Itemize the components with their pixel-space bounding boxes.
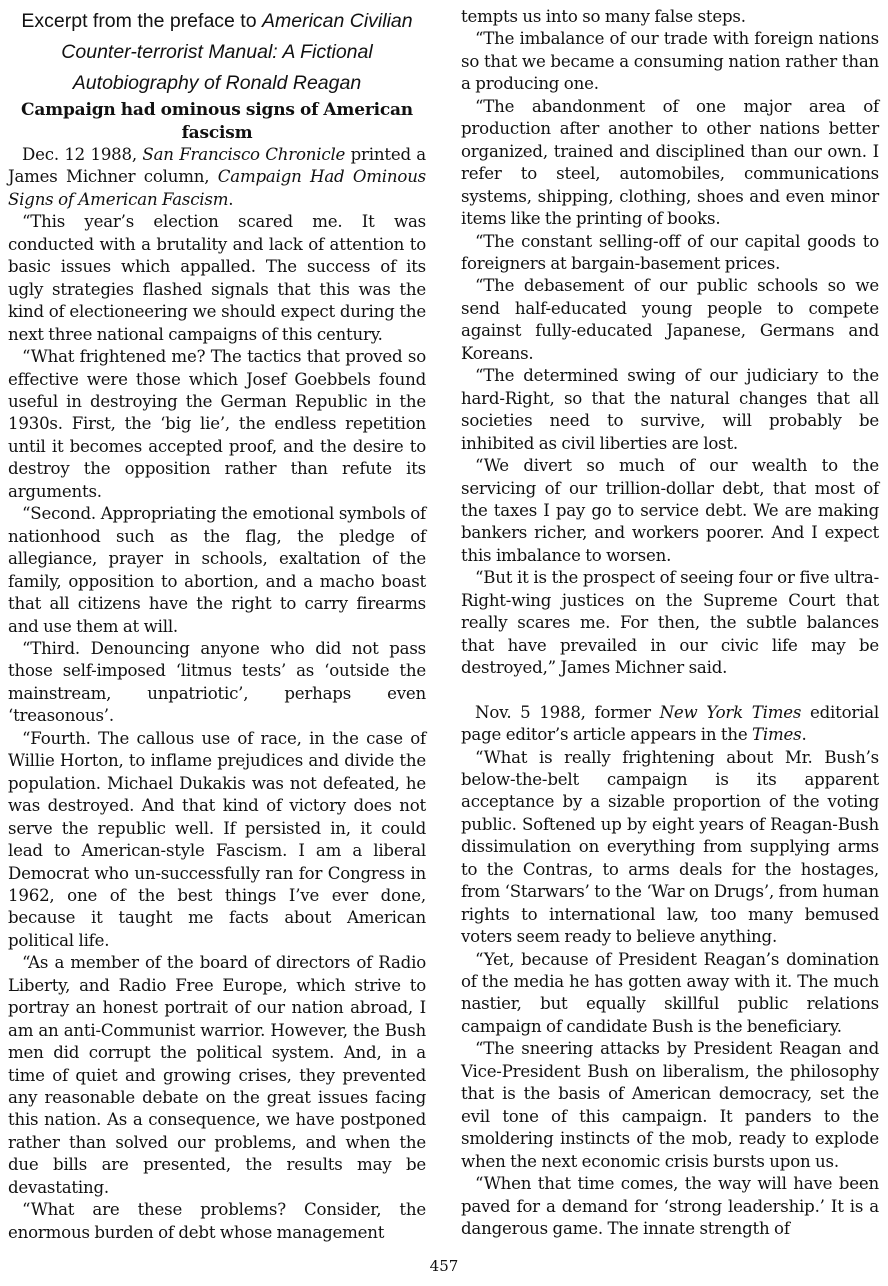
excerpt-title-prefix: Excerpt from the preface to [21,10,262,32]
right-paragraph: “The determined swing of our judiciary to the hard-Right, so that the natural changes that all societies need to survive, will probably be inhibited as civil liberties are lost. [461,366,879,453]
intro-end: . [228,189,234,209]
intro-text: printed a James Michner column, [8,145,427,187]
left-column [8,6,426,1244]
left-paragraph: “What frightened me? The tactics that proved so effective were those which Josef Goebbels found useful in destroying the German Republic in the 1930s. First, the ‘big lie’, the endless repetition until it becomes accepted proof, and the desire to destroy the opposition rather than refute its arguments. [8,347,426,501]
left-paragraph: “Third. Denouncing anyone who did not pass those self-imposed ‘litmus tests’ as ‘outside the mainstream, unpatriotic’, perhaps even ‘treasonous’. [8,638,426,726]
right-paragraph: “But it is the prospect of seeing four or five ultra-Right-wing justices on the Supreme Court that really scares me. For then, the subtle balances that have prevailed in our civic life may be destroyed,” James Michner said. [461,568,879,678]
right-column [461,6,879,1240]
left-paragraph: “Second. Appropriating the emotional symbols of nationhood such as the flag, the pledge of allegiance, prayer in schools, exaltation of the family, opposition to abortion, and a macho boast that all citizens have the right to carry firearms and use them at will. [8,504,426,636]
left-paragraph: “What are these problems? Consider, the enormous burden of debt whose management [8,1200,426,1242]
right-paragraph: “The imbalance of our trade with foreign nations so that we became a consuming nation rather than a producing one. [461,29,879,94]
intro-column-title: Campaign Had Ominous Signs of American Fascism [8,167,426,209]
article-headline: Campaign had ominous signs of American fascism [21,100,413,143]
right-paragraph: “The abandonment of one major area of production after another to other nations better organized, trained and disciplined than our own. I refer to steel, automobiles, communications systems, shipping, clothing, shoes and even minor items like the printing of books. [461,96,879,229]
nyt-paragraph: “Yet, because of President Reagan’s domination of the media he has gotten away with it. The much nastier, but equally skillful public relations campaign of candidate Bush is the beneficiary. [461,949,879,1036]
intro-paragraph [8,144,426,211]
left-paragraph: “This year’s election scared me. It was conducted with a brutality and lack of attention to basic issues which appalled. The success of its ugly strategies flashed signals that this was the kind of electioneering we should expect during the next three national campaigns of this century. [8,212,426,344]
right-paragraph: “The constant selling-off of our capital goods to foreigners at bargain-basement prices. [461,231,879,273]
nyt-paragraph: “What is really frightening about Mr. Bush’s below-the-belt campaign is its apparent acceptance by a sizable proportion of the voting public. Softened up by eight years of Reagan-Bush dissimulation on everything from supplying arms to the Contras, to arms deals for the hostages, from ‘Starwars’ to the ‘War on Drugs’, from human rights to international law, too many bemused voters seem ready to believe anything. [461,747,879,947]
intro-newspaper: San Francisco Chronicle [142,145,346,164]
intro-date: Dec. 12 1988, [22,145,143,164]
right-paragraph: “The debasement of our public schools so we send half-educated young people to compete against fully-educated Japanese, Germans and Koreans. [461,276,879,363]
nyt-intro-end: . [801,725,807,745]
nyt-intro-paragraph [461,702,879,747]
left-paragraph: “As a member of the board of directors of Radio Liberty, and Radio Free Europe, which strive to portray an honest portrait of our nation abroad, I am an anti-Communist warrior. However, the Bush men did corrupt the political system. And, in a time of quiet and growing crises, they prevented any reasonable debate on the great issues facing this nation. As a consequence, we have postponed rather than solved our problems, and when the due bills are presented, the results may be devastating. [8,953,426,1197]
left-paragraph: “Fourth. The callous use of race, in the case of Willie Horton, to inflame prejudices and divide the population. Michael Dukakis was not defeated, he was destroyed. And that kind of victory does not serve the republic well. If persisted in, it could lead to American-style Fascism. I am a liberal Democrat who un-successfully ran for Congress in 1962, one of the best things I’ve ever done, because it taught me facts about American political life. [8,728,426,950]
nyt-intro-text: editorial page editor’s article appears in the [461,702,880,745]
nyt-paragraph: “When that time comes, the way will have been paved for a demand for ‘strong leadership.’ It is a dangerous game. The innate strength of [461,1174,879,1239]
excerpt-title [8,6,426,99]
nyt-newspaper-short: Times [752,725,802,745]
continuation-line: tempts us into so many false steps. [461,7,746,26]
page-number: 457 [429,1257,459,1275]
nyt-newspaper: New York Times [659,702,802,722]
nyt-paragraph: “The sneering attacks by President Reagan and Vice-President Bush on liberalism, the philosophy that is the basis of American democracy, set the evil tone of this campaign. It panders to the smoldering instincts of the mob, ready to explode when the next economic crisis bursts upon us. [461,1039,879,1171]
right-paragraph: “We divert so much of our wealth to the servicing of our trillion-dollar debt, that most of the taxes I pay go to service debt. We are making bankers richer, and workers poorer. And I expect this imbalance to worsen. [461,456,879,565]
excerpt-book-title: American Civilian Counter-terrorist Manual: A Fictional Autobiography of Ronald Reagan [61,10,413,94]
nyt-intro-date: Nov. 5 1988, former [475,702,660,722]
